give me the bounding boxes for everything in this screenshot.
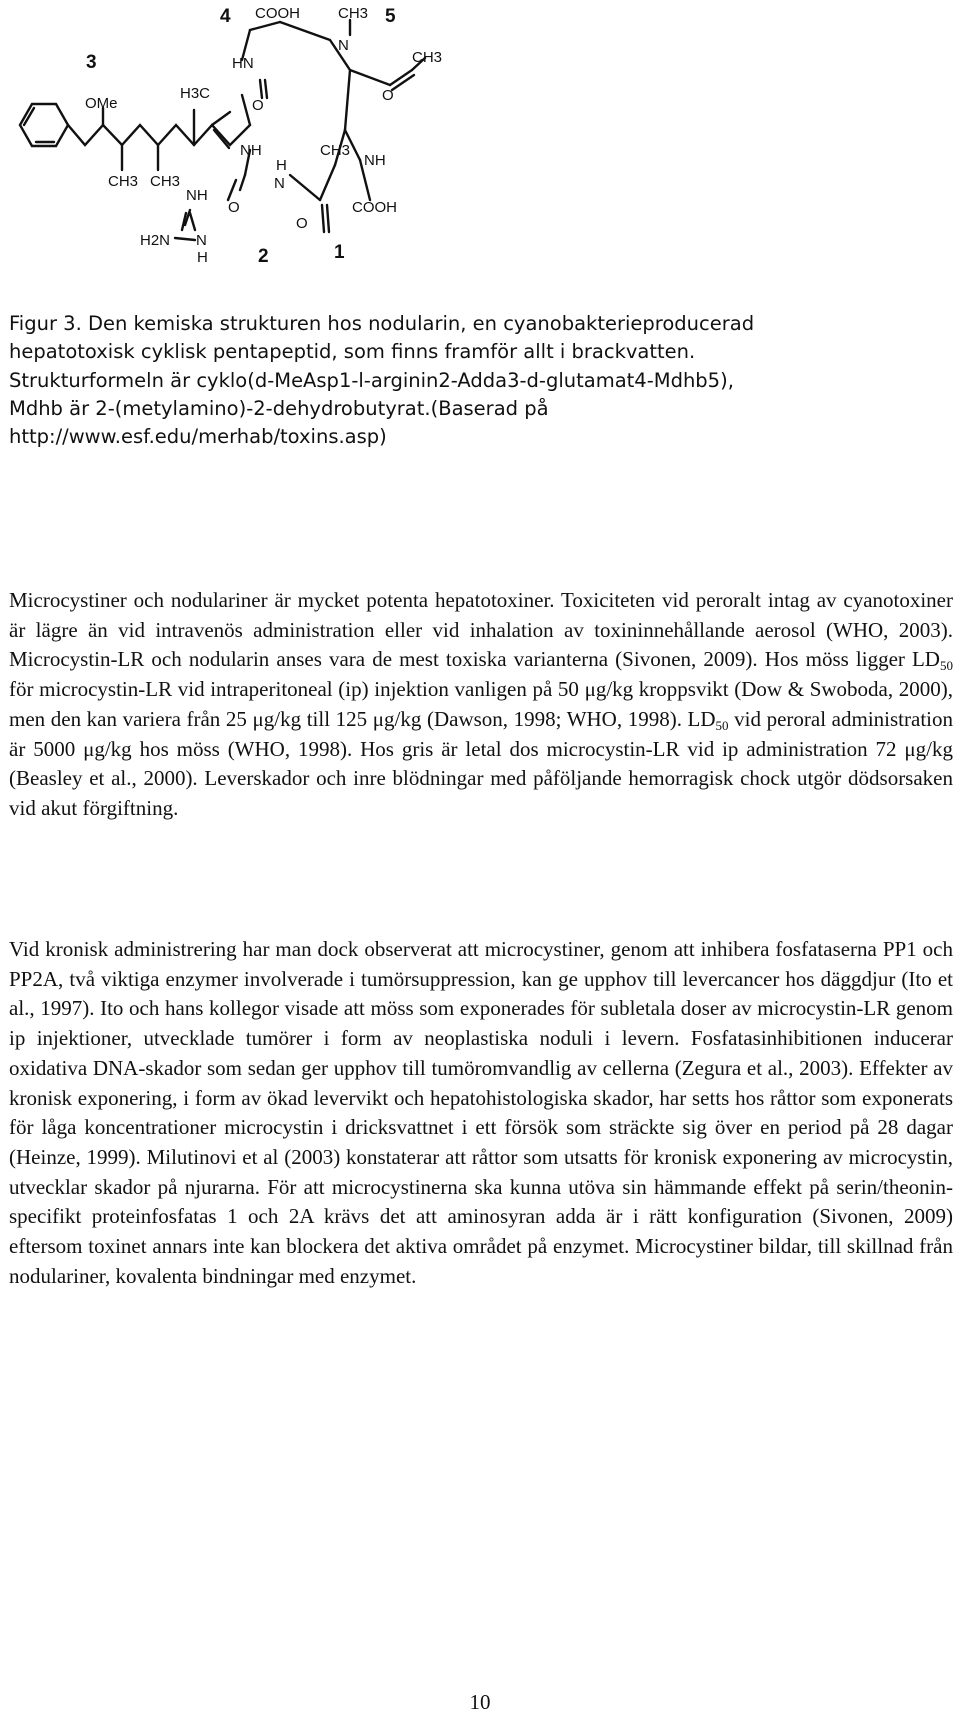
atom-label-ome: OMe bbox=[85, 95, 118, 112]
atom-labels bbox=[85, 5, 442, 267]
caption-line: Figur 3. Den kemiska strukturen hos nodularin, en cyanobakterieproducerad bbox=[9, 312, 755, 335]
caption-line: http://www.esf.edu/merhab/toxins.asp) bbox=[9, 425, 387, 449]
atom-label-ch3-mid: CH3 bbox=[320, 142, 351, 159]
chemical-structure-diagram bbox=[0, 0, 480, 290]
residue-number-3: 3 bbox=[86, 52, 97, 73]
caption-line: Strukturformeln är cyklo(d-MeAsp1-l-arginin2-Adda3-d-glutamat4-Mdhb5), bbox=[9, 368, 734, 392]
atom-label-h-mid: H bbox=[276, 157, 287, 174]
atom-label-ch3-right: CH3 bbox=[412, 49, 443, 66]
paragraph-text: vid peroral administration är 5000 μg/kg hos möss (WHO, 1998). Hos gris är letal dos microcystin-LR vid ip administration 72 μg/kg (Beasley et al., 2000). Leverskador och inre blödningar med påföljande hemorragisk chock utgör dödsorsaken vid akut förgiftning. bbox=[9, 706, 953, 820]
caption-line: Mdhb är 2-(metylamino)-2-dehydrobutyrat.(Baserad på bbox=[9, 396, 549, 420]
atom-label-ch3-left2: CH3 bbox=[150, 173, 181, 190]
atom-label-h-low: H bbox=[197, 249, 208, 266]
atom-label-nh-left: NH bbox=[186, 187, 208, 204]
residue-number-5: 5 bbox=[385, 6, 396, 27]
atom-label-ch3-top: CH3 bbox=[338, 5, 369, 22]
atom-label-cooh-top: COOH bbox=[255, 5, 300, 22]
page-number: 10 bbox=[469, 1690, 491, 1714]
residue-number-2: 2 bbox=[258, 246, 269, 267]
atom-label-h3c: H3C bbox=[180, 85, 211, 102]
subscript-50: 50 bbox=[939, 658, 953, 674]
paragraph-text: för microcystin-LR vid intraperitoneal (ip) injektion vanligen på 50 μg/kg kroppsvikt (Dow & Swoboda, 2000), men den kan variera från 25 μg/kg till 125 μg/kg (Dawson, 1998; WHO, 1998). LD bbox=[9, 677, 953, 731]
atom-label-cooh-bottom: COOH bbox=[352, 199, 397, 216]
residue-number-4: 4 bbox=[220, 6, 231, 27]
figure-caption bbox=[9, 310, 939, 451]
atom-label-o-mid: O bbox=[382, 87, 394, 104]
caption-line: hepatotoxisk cyklisk pentapeptid, som finns framför allt i brackvatten. bbox=[9, 340, 696, 364]
paragraph-acute-toxicity bbox=[9, 586, 953, 824]
atom-label-o-top: O bbox=[252, 97, 264, 114]
atom-label-n-top: N bbox=[338, 37, 349, 54]
atom-label-hn-top: HN bbox=[232, 55, 254, 72]
residue-number-1: 1 bbox=[334, 242, 345, 263]
atom-label-n-low: N bbox=[196, 232, 207, 249]
atom-label-nh-mid: NH bbox=[240, 142, 262, 159]
nodularin-structure-figure bbox=[0, 0, 480, 290]
paragraph-chronic-toxicity: Vid kronisk administrering har man dock observerat att microcystiner, genom att inhibera fosfataserna PP1 och PP2A, två viktiga enzymer involverade i tumörsuppression, kan ge upphov till levercancer hos däggdjur (Ito et al., 1997). Ito och hans kollegor visade att möss som exponerades för subletala doser av microcystin-LR genom ip injektioner, utvecklade tumörer i form av neoplastiska noduli i levern. Fosfatasinhibitionen inducerar oxidativa DNA-skador som sedan ger upphov till tumöromvandlig av cellerna (Zegura et al., 2003). Effekter av kronisk exponering, i form av ökad levervikt och hepatohistologiska skador, har setts hos råttor som exponerats för låga koncentrationer microcystin i dricksvattnet i ett försök som sträckte sig över en period på 28 dagar (Heinze, 1999). Milutinovi et al (2003) konstaterar att råttor som utsatts för kronisk exponering av microcystin, utvecklar skador på njurarna. För att microcystinerna ska kunna utöva sin hämmande effekt på serin/theonin-specifikt proteinfosfatas 1 och 2A krävs det att aminosyran adda är i rätt konfiguration (Sivonen, 2009) eftersom toxinet annars inte kan blockera det aktiva området på enzymet. Microcystiner bildar, till skillnad från nodulariner, kovalenta bindningar med enzymet. bbox=[9, 937, 953, 1288]
atom-label-o-bottom: O bbox=[228, 199, 240, 216]
paragraph-text: Microcystiner och nodulariner är mycket potenta hepatotoxiner. Toxiciteten vid peroralt intag av cyanotoxiner är lägre än vid intravenös administration eller vid inhalation av toxininnehållande aerosol (WHO, 2003). Microcystin-LR och nodularin anses vara de mest toxiska varianterna (Sivonen, 2009). Hos möss ligger LD bbox=[9, 588, 953, 672]
atom-label-nh-right: NH bbox=[364, 152, 386, 169]
subscript-50: 50 bbox=[715, 717, 729, 733]
atom-label-ch3-left1: CH3 bbox=[108, 173, 139, 190]
atom-label-o-low: O bbox=[296, 215, 308, 232]
atom-label-h2n: H2N bbox=[140, 232, 171, 249]
atom-label-n-mid: N bbox=[274, 175, 285, 192]
